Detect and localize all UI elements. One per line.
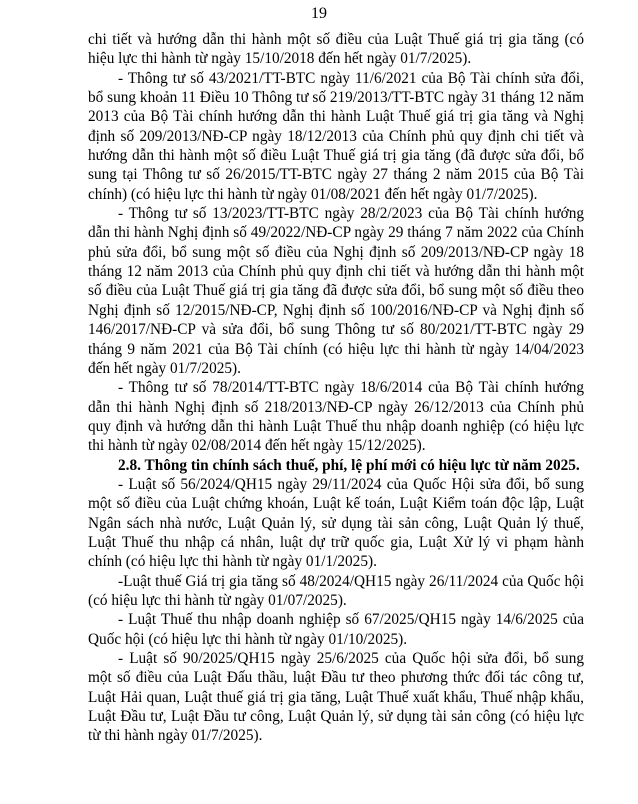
paragraph-continuation: chi tiết và hướng dẫn thi hành một số điều của Luật Thuế giá trị gia tăng (có hiệu lực thi hành từ ngày 15/10/2018 đến hết ngày 01/7/2025). bbox=[88, 31, 584, 68]
paragraph-law-67-2025: - Luật Thuế thu nhập doanh nghiệp số 67/2025/QH15 ngày 14/6/2025 của Quốc hội (có hiệu lực thi hành từ ngày 01/10/2025). bbox=[88, 611, 584, 648]
paragraph-law-90-2025: - Luật số 90/2025/QH15 ngày 25/6/2025 của Quốc hội sửa đổi, bổ sung một số điều của Luật Đấu thầu, luật Đầu tư theo phương thức đối tác công tư, Luật Hải quan, Luật thuế giá trị gia tăng, Luật Thuế xuất khẩu, Thuế nhập khẩu, Luật Đầu tư, Luật Đầu tư công, Luật Quản lý, sử dụng tài sản công (có hiệu lực từ thi hành ngày 01/7/2025). bbox=[88, 650, 584, 745]
document-body bbox=[88, 30, 584, 746]
section-heading: 2.8. Thông tin chính sách thuế, phí, lệ phí mới có hiệu lực từ năm 2025. bbox=[118, 456, 580, 474]
paragraph-circular-78-2014: - Thông tư số 78/2014/TT-BTC ngày 18/6/2014 của Bộ Tài chính hướng dẫn thi hành Nghị định số 218/2013/NĐ-CP ngày 26/12/2013 của Chính phủ quy định và hướng dẫn thi hành Luật Thuế thu nhập doanh nghiệp (có hiệu lực thi hành từ ngày 02/08/2014 đến hết ngày 15/12/2025). bbox=[88, 379, 584, 455]
page-number: 19 bbox=[311, 5, 327, 22]
paragraph-circular-13-2023: - Thông tư số 13/2023/TT-BTC ngày 28/2/2023 của Bộ Tài chính hướng dẫn thi hành Nghị định số 49/2022/NĐ-CP ngày 29 tháng 7 năm 2022 của Chính phủ sửa đổi, bổ sung một số điều của Nghị định số 209/2013/NĐ-CP ngày 18 tháng 12 năm 2013 của Chính phủ quy định chi tiết và hướng dẫn thi hành một số điều của Luật Thuế giá trị gia tăng đã được sửa đổi, bổ sung một số điều theo Nghị định số 12/2015/NĐ-CP, Nghị định số 100/2016/NĐ-CP và Nghị định số 146/2017/NĐ-CP và sửa đổi, bổ sung Thông tư số 80/2021/TT-BTC ngày 29 tháng 9 năm 2021 của Bộ Tài chính (có hiệu lực thi hành từ ngày 14/04/2023 đến hết ngày 01/7/2025). bbox=[88, 205, 584, 377]
paragraph-circular-43-2021: - Thông tư số 43/2021/TT-BTC ngày 11/6/2021 của Bộ Tài chính sửa đổi, bổ sung khoản 11 Điều 10 Thông tư số 219/2013/TT-BTC ngày 31 tháng 12 năm 2013 của Bộ Tài chính hướng dẫn thi hành Luật Thuế giá trị gia tăng và Nghị định số 209/2013/NĐ-CP ngày 18/12/2013 của Chính phủ quy định chi tiết và hướng dẫn thi hành một số điều Luật Thuế giá trị gia tăng (đã được sửa đổi, bổ sung tại Thông tư số 26/2015/TT-BTC ngày 27 tháng 2 năm 2015 của Bộ Tài chính) (có hiệu lực thi hành từ ngày 01/08/2021 đến hết ngày 01/7/2025). bbox=[88, 69, 584, 203]
paragraph-law-48-2024: -Luật thuế Giá trị gia tăng số 48/2024/QH15 ngày 26/11/2024 của Quốc hội (có hiệu lực thi hành từ ngày 01/07/2025). bbox=[88, 572, 584, 609]
paragraph-law-56-2024: - Luật số 56/2024/QH15 ngày 29/11/2024 của Quốc Hội sửa đổi, bổ sung một số điều của Luật chứng khoán, Luật kế toán, Luật Kiểm toán độc lập, Luật Ngân sách nhà nước, Luật Quản lý, sử dụng tài sản công, Luật Quản lý thuế, Luật Thuế thu nhập cá nhân, luật dự trữ quốc gia, Luật Xử lý vi phạm hành chính (có hiệu lực thi hành từ ngày 01/1/2025). bbox=[88, 475, 584, 571]
